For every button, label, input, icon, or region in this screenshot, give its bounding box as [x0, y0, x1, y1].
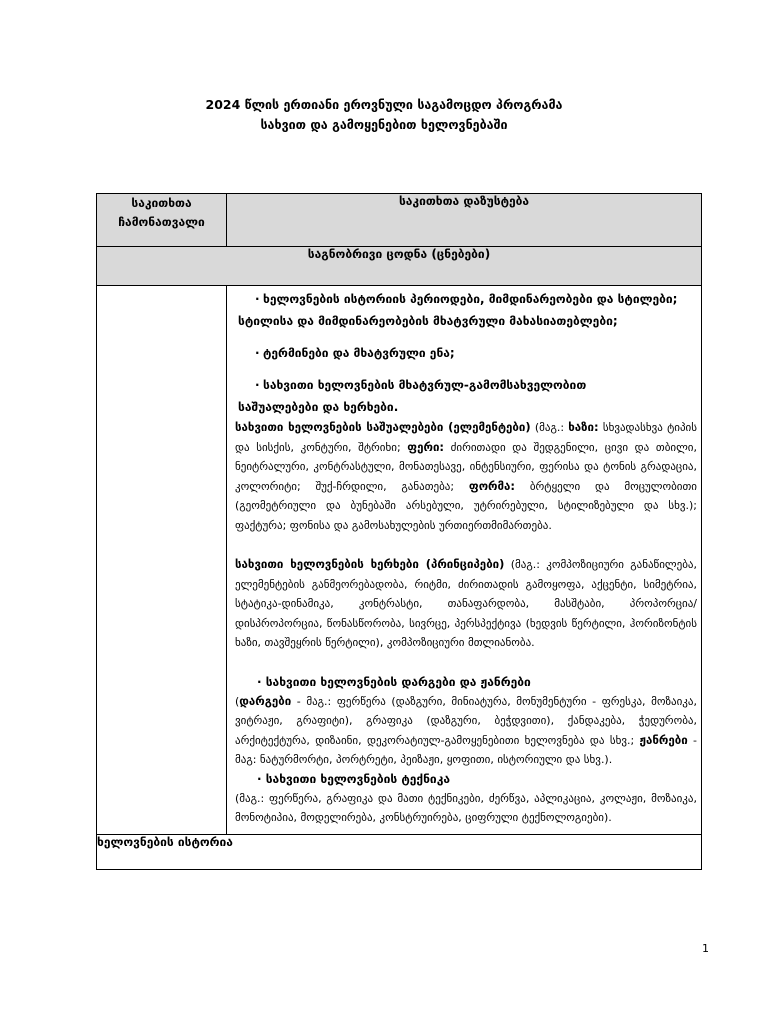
header-col1-line2: ჩამონათვალი	[118, 215, 205, 229]
para-heading: სახვითი ხელოვნების საშუალებები (ელემენტები)	[235, 420, 531, 434]
bullet-text-cont: სტილისა და მიმდინარეობების მხატვრული მახასიათებლები;	[238, 314, 618, 328]
section-title: საგნობრივი ცოდნა (ცნებები)	[97, 247, 702, 286]
para-text: - მაგ.: ფერწერა (დაზგური, მინიატურა, მონუმენტური - ფრესკა, მოზაიკა, ვიტრაჟი, გრაფიტი), გრაფიკა (დაზგური, ბეჭდვითი), ქანდაკება, ჭედურობა, არქიტექტურა, დიზაინი, დეკორატიულ-გამოყენებითი ხელოვნება და სხვ.;	[235, 694, 697, 747]
header-col1-line1: საკითხთა	[131, 196, 192, 210]
para-text: სხვადასხვა ტიპის და სისქის, კონტური, შტრიხი;	[235, 421, 697, 454]
para-text: (მაგ.: კომპოზიციური განაწილება, ელემენტების განმეორებადობა, რიტმი, ძირითადის გამოყოფა, აქცენტი, სიმეტრია, სტატიკა-დინამიკა, კონტრასტი, თანაფარდობა, მასშტაბი, პროპორცია/დისპროპორცია, წონასწორობა, სივრცე, პერსპექტივა (ხედვის წერტილი, ჰორიზონტის ხაზი, თავშეყრის წერტილი), კომპოზიციური მთლიანობა.	[235, 558, 697, 649]
bullet-text: ტერმინები და მხატვრული ენა;	[263, 346, 455, 360]
title-line-1: 2024 წლის ერთიანი ეროვნული საგამოცდო პროგრამა	[205, 97, 563, 112]
paragraph-techniques	[235, 555, 697, 653]
para-heading: სახვითი ხელოვნების ხერხები (პრინციპები)	[235, 557, 505, 571]
bullet-text: ხელოვნების ისტორიის პერიოდები, მიმდინარეობები და სტილები;	[263, 292, 678, 306]
para-keyword: ფორმა:	[468, 478, 516, 493]
paragraph-means	[235, 418, 697, 535]
para-keyword: ფერი:	[407, 439, 445, 454]
art-history-label: ხელოვნების ისტორია	[97, 834, 702, 869]
bullet-text: სახვითი ხელოვნების მხატვრულ-გამომსახველობით	[263, 378, 587, 392]
bullet-dot: ·	[255, 346, 260, 360]
paragraph-genres	[235, 692, 697, 770]
art-history-row	[97, 834, 702, 869]
bullet-text-cont: საშუალებები და ხერხები.	[238, 400, 399, 414]
para-keyword: ხაზი:	[568, 420, 599, 434]
content-row	[97, 286, 702, 835]
para-keyword: დარგები	[239, 693, 292, 708]
bullet-item	[235, 342, 697, 364]
para-text: - მაგ: ნატურმორტი, პორტრეტი, პეიზაჟი, ყოფითი, ისტორიული და სხვ.).	[235, 733, 697, 766]
para-text: ბრტყელი და მოცულობითი (გეომეტრიული და ბუნებაში არსებული, უტრირებული, სტილიზებული და სხვ.); ფაქტურა; ფონისა და გამოსახულების ურთიერთმიმართება.	[235, 479, 698, 532]
program-table	[96, 193, 702, 870]
genres-heading: · სახვითი ხელოვნების დარგები და ჟანრები	[257, 674, 531, 689]
para-text: (	[235, 694, 240, 708]
content-cell	[227, 286, 702, 835]
page-number: 1	[702, 942, 709, 955]
bullet-item	[235, 374, 697, 418]
document-title	[0, 95, 768, 135]
table-header-row	[97, 194, 702, 247]
bullet-dot: ·	[255, 292, 260, 306]
content-empty-cell	[97, 286, 227, 835]
paragraph-technique: (მაგ.: ფერწერა, გრაფიკა და მათი ტექნიკები, ძერწვა, აპლიკაცია, კოლაჟი, მოზაიკა, მონოტიპია, მოდელირება, კონსტრუირება, ციფრული ტექნოლოგიები).	[235, 791, 697, 824]
para-text: (მაგ.:	[530, 421, 569, 434]
technique-heading: · სახვითი ხელოვნების ტექნიკა	[257, 771, 451, 786]
header-topics-specification: საკითხთა დაზუსტება	[227, 194, 702, 247]
para-keyword: ჟანრები	[639, 732, 688, 747]
header-topics-list	[97, 194, 227, 247]
bullet-item	[235, 288, 697, 332]
bullet-dot: ·	[255, 378, 260, 392]
title-line-2: სახვით და გამოყენებით ხელოვნებაში	[260, 117, 508, 132]
section-title-row	[97, 247, 702, 286]
para-text: ძირითადი და შედგენილი, ცივი და თბილი, ნეიტრალური, კონტრასტული, მონათესავე, ინტენსიური, ფერისა და ტონის გრადაცია, კოლორიტი; შუქ-ჩრდილი, განათება;	[235, 440, 697, 493]
